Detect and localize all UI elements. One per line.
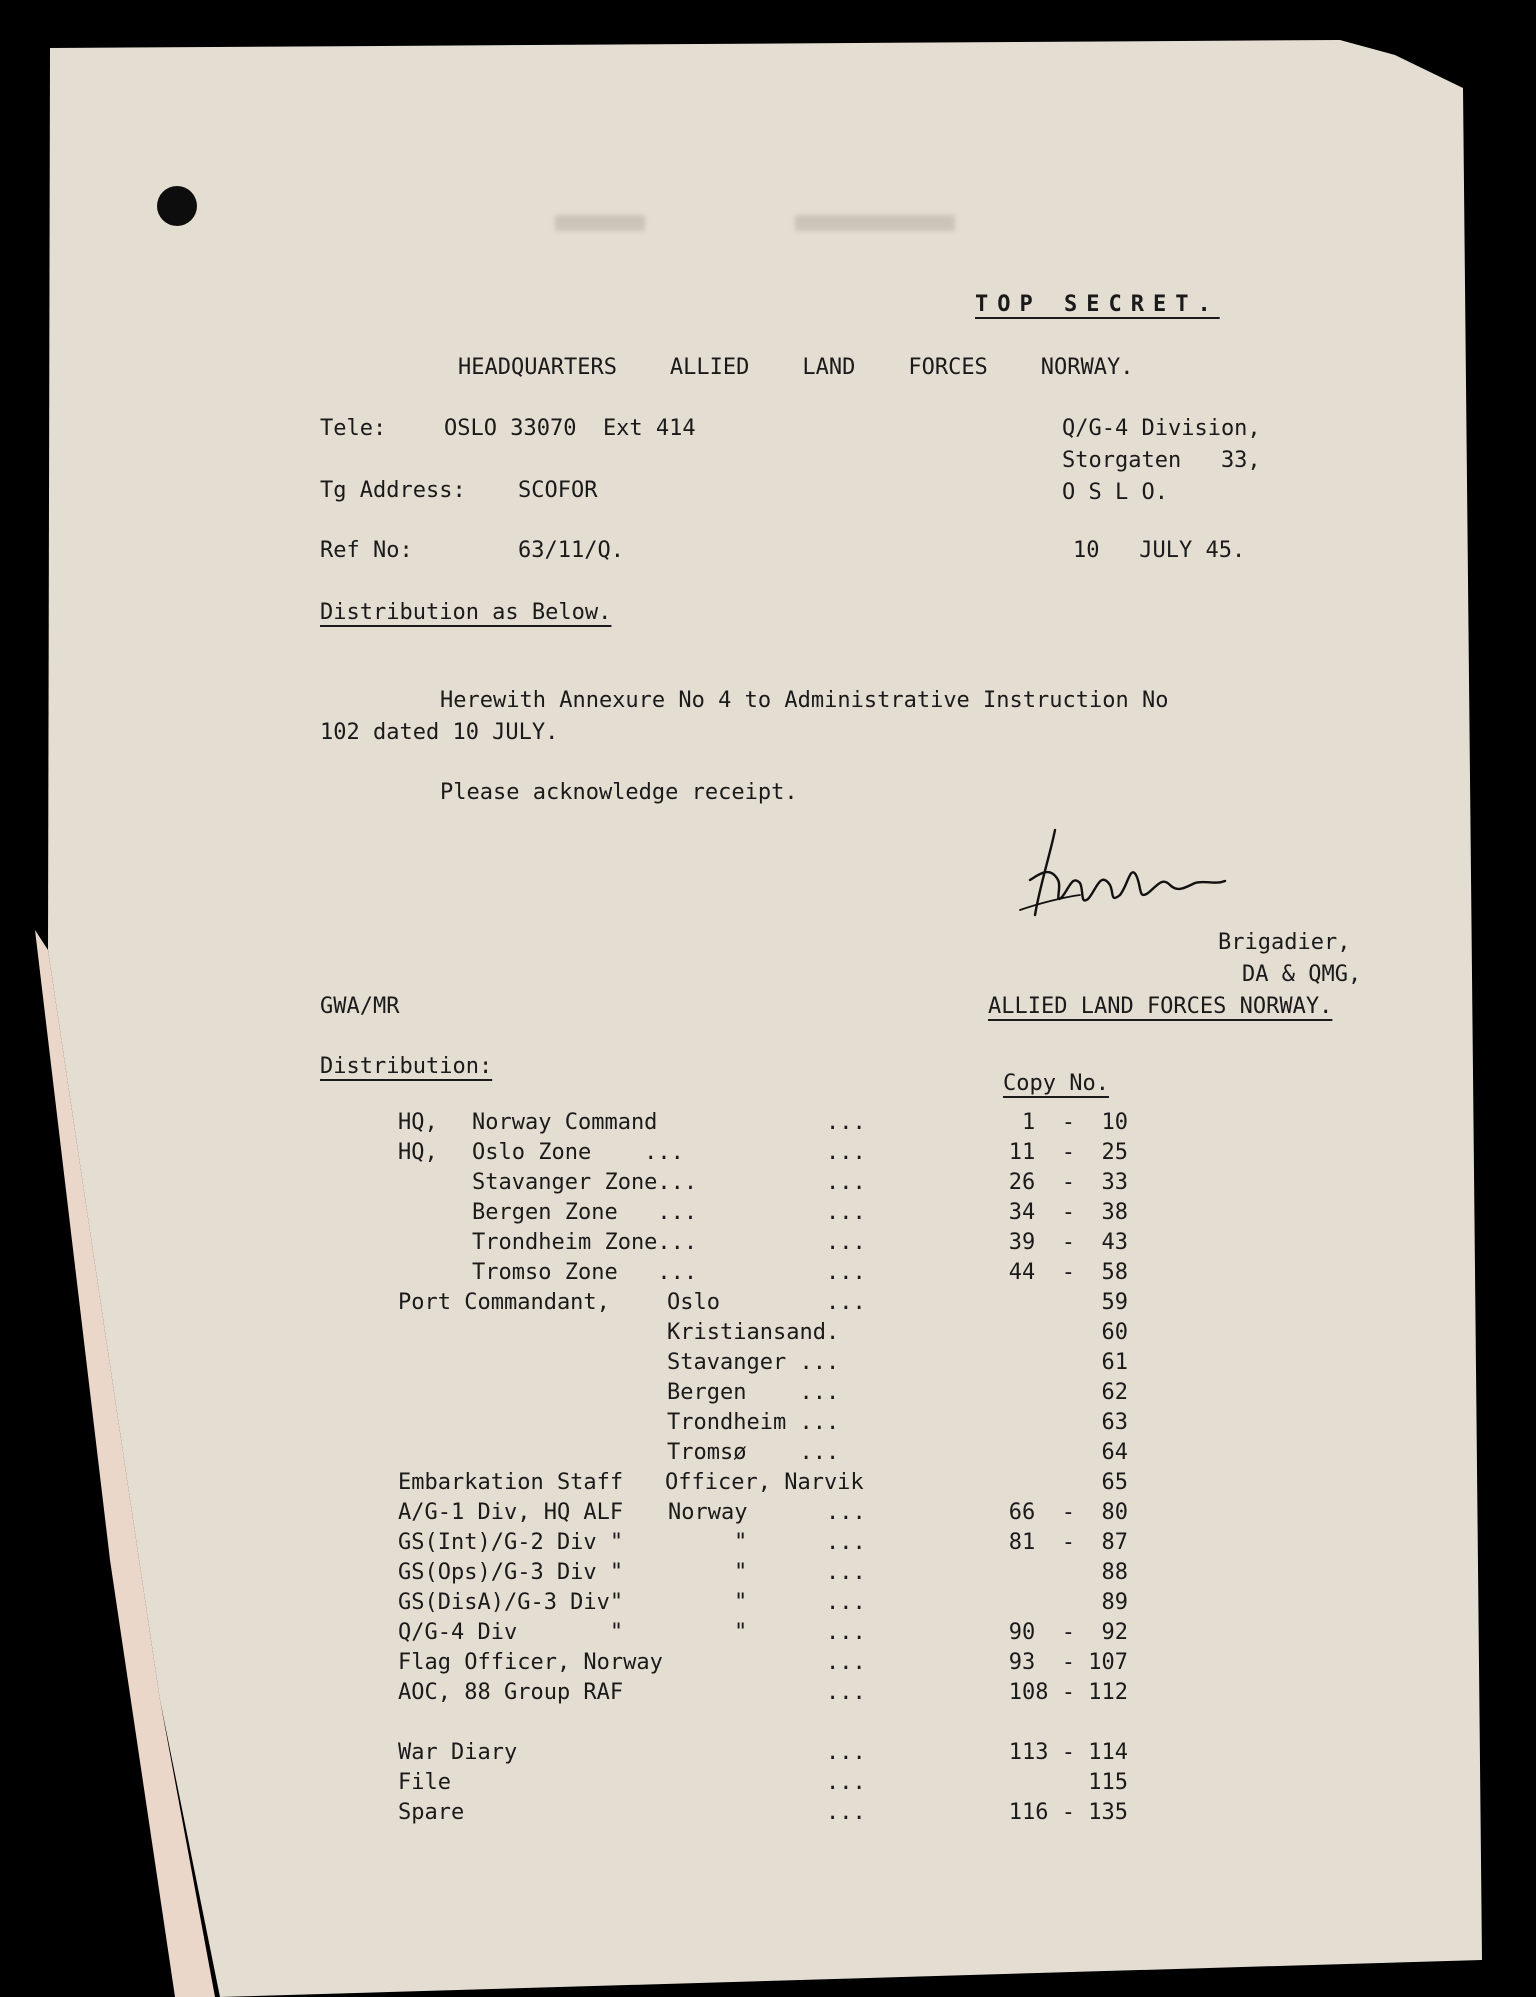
recipient-name: " [734,1590,748,1615]
recipient-name: Norway Command [472,1110,658,1135]
leader-dots: ... [826,1680,866,1705]
copy-numbers: 64 [1101,1440,1128,1465]
copy-numbers: 39 - 43 [1008,1230,1128,1255]
recipient-prefix: HQ, [398,1140,438,1165]
document-date: 10 JULY 45. [1073,538,1246,563]
copy-numbers: 26 - 33 [1008,1170,1128,1195]
copy-numbers: 93 - 107 [1008,1650,1128,1675]
signatory-rank: Brigadier, [1218,930,1351,955]
copy-numbers: 34 - 38 [1008,1200,1128,1225]
body-paragraph-line-2: 102 dated 10 JULY. [320,720,559,745]
copy-numbers: 59 [1101,1290,1128,1315]
recipient-name: " [734,1530,748,1555]
copy-numbers: 1 - 10 [1022,1110,1128,1135]
recipient-prefix: A/G-1 Div, HQ ALF [398,1500,624,1525]
tg-address-label: Tg Address: [320,478,466,503]
leader-dots: ... [826,1260,866,1285]
recipient-name: Tromso Zone ... [472,1260,698,1285]
copy-numbers: 115 [1088,1770,1128,1795]
recipient-name: Oslo Zone ... [472,1140,684,1165]
leader-dots: ... [826,1770,866,1795]
copy-numbers: 60 [1101,1320,1128,1345]
leader-dots: ... [826,1230,866,1255]
leader-dots: ... [826,1620,866,1645]
copy-numbers: 116 - 135 [1008,1800,1128,1825]
copy-numbers: 44 - 58 [1008,1260,1128,1285]
recipient-name: Bergen Zone ... [472,1200,698,1225]
leader-dots: ... [826,1530,866,1555]
leader-dots: ... [826,1110,866,1135]
tele-value: OSLO 33070 Ext 414 [444,416,696,441]
classification-heading: TOP SECRET. [975,292,1220,317]
copy-numbers: 65 [1101,1470,1128,1495]
recipient-prefix: AOC, 88 Group RAF [398,1680,624,1705]
distribution-title: Distribution: [320,1054,493,1079]
leader-dots: ... [826,1560,866,1585]
signatory-role: DA & QMG, [1242,962,1362,987]
leader-dots: ... [826,1500,866,1525]
copy-numbers: 11 - 25 [1008,1140,1128,1165]
recipient-prefix: Port Commandant, [398,1290,610,1315]
recipient-name: Officer, Narvik [665,1470,864,1495]
address-line-2: Storgaten 33, [1062,448,1261,473]
copy-numbers: 62 [1101,1380,1128,1405]
address-line-3: O S L O. [1062,480,1168,505]
copy-numbers: 108 - 112 [1008,1680,1128,1705]
body-paragraph-line-1: Herewith Annexure No 4 to Administrative Instruction No [440,688,1169,713]
recipient-name: Bergen ... [667,1380,840,1405]
leader-dots: ... [826,1200,866,1225]
handwritten-signature [1010,825,1230,945]
recipient-name: Trondheim ... [667,1410,840,1435]
bleed-through-mark [555,215,645,231]
distribution-note: Distribution as Below. [320,600,612,625]
recipient-name: Stavanger Zone... [472,1170,698,1195]
leader-dots: ... [826,1290,866,1315]
recipient-prefix: Q/G-4 Div " [398,1620,624,1645]
leader-dots: ... [826,1140,866,1165]
recipient-prefix: GS(DisA)/G-3 Div" [398,1590,624,1615]
recipient-prefix: Flag Officer, Norway [398,1650,663,1675]
recipient-name: " [734,1620,748,1645]
acknowledge-line: Please acknowledge receipt. [440,780,798,805]
leader-dots: ... [826,1170,866,1195]
copy-numbers: 89 [1101,1590,1128,1615]
leader-dots: ... [826,1650,866,1675]
recipient-name: " [734,1560,748,1585]
bleed-through-mark [795,215,955,231]
copy-numbers: 66 - 80 [1008,1500,1128,1525]
leader-dots: ... [826,1800,866,1825]
tg-address-value: SCOFOR [518,478,598,503]
recipient-name: Tromsø ... [667,1440,840,1465]
copy-numbers: 88 [1101,1560,1128,1585]
copy-numbers: 61 [1101,1350,1128,1375]
ref-label: Ref No: [320,538,413,563]
copy-numbers: 81 - 87 [1008,1530,1128,1555]
recipient-prefix: War Diary [398,1740,518,1765]
recipient-prefix: File [398,1770,451,1795]
recipient-prefix: Spare [398,1800,465,1825]
punch-hole [157,186,197,226]
leader-dots: ... [826,1740,866,1765]
address-line-1: Q/G-4 Division, [1062,416,1261,441]
hq-title: HEADQUARTERS ALLIED LAND FORCES NORWAY. [458,355,1134,380]
copy-numbers: 90 - 92 [1008,1620,1128,1645]
recipient-name: Stavanger ... [667,1350,840,1375]
copy-numbers: 113 - 114 [1008,1740,1128,1765]
copy-number-header: Copy No. [1003,1071,1109,1096]
signatory-unit: ALLIED LAND FORCES NORWAY. [988,994,1333,1019]
ref-value: 63/11/Q. [518,538,624,563]
recipient-name: Trondheim Zone... [472,1230,698,1255]
recipient-name: Oslo [667,1290,720,1315]
recipient-name: Kristiansand. [667,1320,840,1345]
copy-numbers: 63 [1101,1410,1128,1435]
reference-initials: GWA/MR [320,994,400,1019]
recipient-prefix: GS(Ops)/G-3 Div " [398,1560,624,1585]
recipient-prefix: HQ, [398,1110,438,1135]
tele-label: Tele: [320,416,387,441]
recipient-prefix: Embarkation Staff [398,1470,624,1495]
recipient-name: Norway [668,1500,748,1525]
recipient-prefix: GS(Int)/G-2 Div " [398,1530,624,1555]
leader-dots: ... [826,1590,866,1615]
